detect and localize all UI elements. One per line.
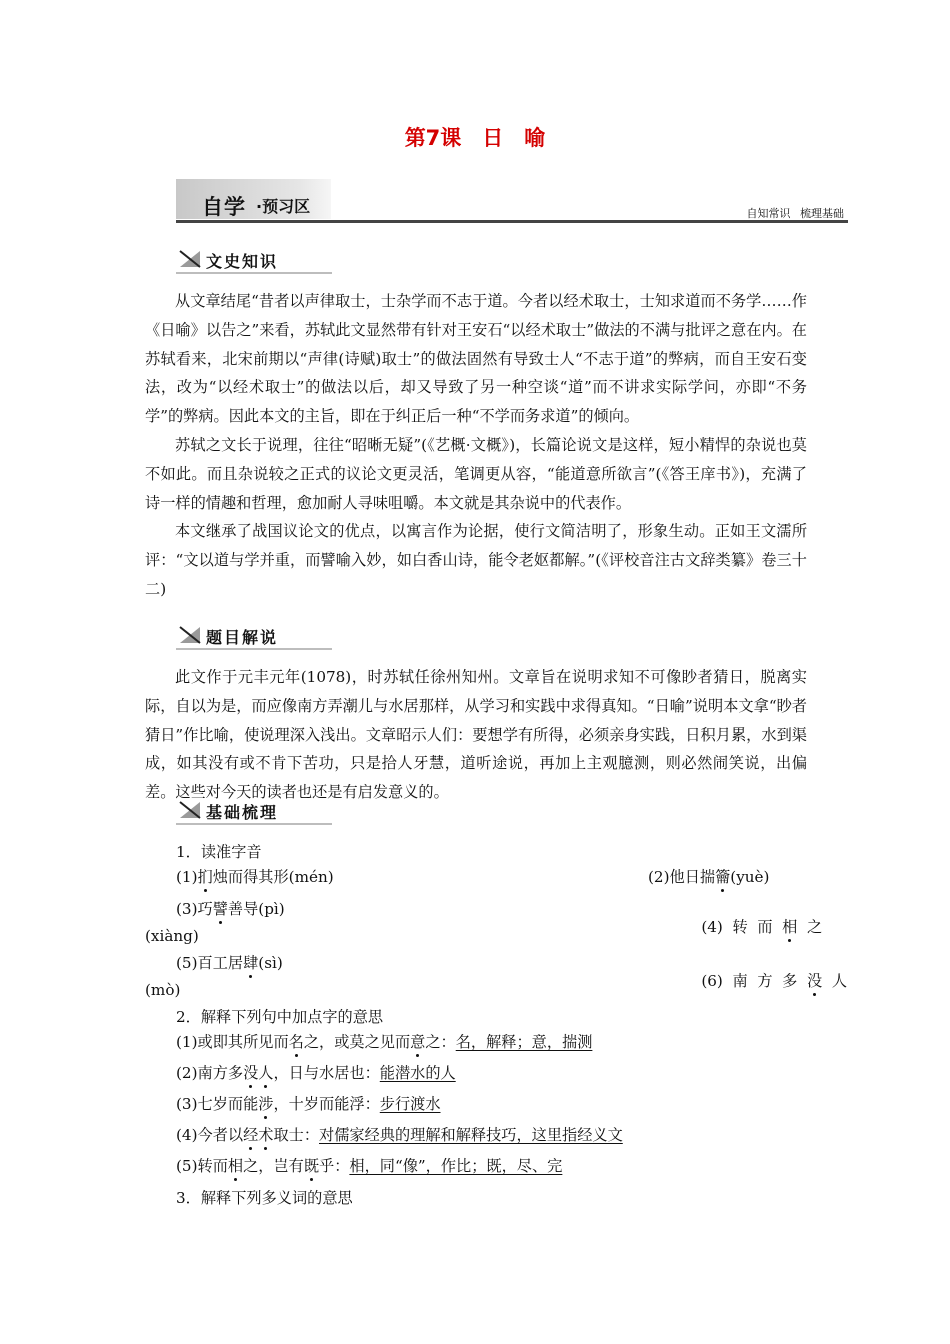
text: 取士： xyxy=(273,1126,320,1144)
dotted-char: 没 xyxy=(243,1064,259,1082)
text: (yuè) xyxy=(730,868,770,886)
text: ，十岁而能浮： xyxy=(273,1095,380,1113)
timu-body xyxy=(145,663,807,807)
heading-text: 基础梳理 xyxy=(206,803,279,822)
wenshi-body xyxy=(145,287,807,604)
text: 之，或莫之见而 xyxy=(303,1033,411,1051)
answer: 步行渡水 xyxy=(379,1095,441,1113)
answer: 对儒家经典的理解和解释技巧，这里指经义文 xyxy=(319,1126,623,1144)
q2-row-5 xyxy=(176,1155,562,1176)
paragraph: 从文章结尾“昔者以声律取士，士杂学而不志于道。今者以经术取士，士知求道而不务学……作《日喻》以告之”来看，苏轼此文显然带有针对王安石“以经术取士”做法的不满与批评之意在内。在苏轼看来，北宋前期以“声律(诗赋)取士”的做法固然有导致士人“不志于道”的弊病，而自王安石变法，改为“以经术取士”的做法以后，却又导致了另一种空谈“道”而不讲求实际学问，亦即“不务学”的弊病。因此本文的主旨，即在于纠正后一种“不学而务求道”的倾向。 xyxy=(145,292,807,426)
dotted-char: 意 xyxy=(410,1033,426,1051)
section-header-bar xyxy=(176,179,848,223)
section-subname: ·预习区 xyxy=(256,197,311,216)
answer: 名，解释；意，揣测 xyxy=(455,1033,593,1051)
q1-item-5 xyxy=(176,952,283,973)
dotted-char: 相 xyxy=(227,1157,244,1175)
dotted-char: 没 xyxy=(807,972,823,990)
q1-item-1 xyxy=(176,866,334,887)
dotted-char: 名 xyxy=(288,1033,304,1051)
text: 之： xyxy=(425,1033,456,1051)
q1-item-6-pinyin: (mò) xyxy=(145,981,181,999)
lesson-title: 第7课 日 喻 xyxy=(404,126,546,150)
corner-triangle-icon xyxy=(179,801,201,819)
dotted-char: 扪 xyxy=(197,868,213,886)
section-right-label: 自知常识 梳理基础 xyxy=(746,207,844,220)
dotted-char: 术 xyxy=(258,1126,274,1144)
heading-wenshi xyxy=(176,246,332,274)
q1-title: 1．读准字音 xyxy=(176,843,262,861)
text: (3)巧 xyxy=(176,900,213,918)
text: 之 xyxy=(797,918,823,936)
text: 乎： xyxy=(319,1157,350,1175)
text: 烛而得其形(mén) xyxy=(212,868,334,886)
paragraph: 苏轼之文长于说理，往往“昭晰无疑”(《艺概·文概》)，长篇论说文是这样，短小精悍的杂说也莫不如此。而且杂说较之正式的议论文更灵活，笔调更从容，“能道意所欲言”(《答王庠书》)，充满了诗一样的情趣和哲理，愈加耐人寻味咀嚼。本文就是其杂说中的代表作。 xyxy=(145,435,807,512)
heading-text: 题目解说 xyxy=(206,628,279,647)
dotted-char: 既 xyxy=(303,1157,320,1175)
text: 人 xyxy=(822,972,848,990)
text: (2)南方多 xyxy=(176,1064,244,1082)
section-name: 自学 xyxy=(202,195,246,219)
heading-jichu xyxy=(176,797,332,825)
text: (4)今者以 xyxy=(176,1126,244,1144)
text: (5)百工居 xyxy=(176,954,244,972)
dotted-char: 人 xyxy=(258,1064,274,1082)
answer: 相，同“像”，作比；既，尽、完 xyxy=(349,1157,563,1175)
corner-triangle-icon xyxy=(179,250,201,268)
heading-timu xyxy=(176,622,332,650)
paragraph: 本文继承了战国议论文的优点，以寓言作为论据，使行文简洁明了，形象生动。正如王文濡所评：“文以道与学并重，而譬喻入妙，如白香山诗，能令老妪都解。”(《评校音注古文辞类纂》卷三十二) xyxy=(145,522,807,598)
text: (3)七岁而能 xyxy=(176,1095,259,1113)
text: 善导(pì) xyxy=(227,900,285,918)
text: (2)他日揣 xyxy=(648,868,716,886)
q1-item-2 xyxy=(648,866,769,887)
text: ，日与水居也： xyxy=(273,1064,380,1082)
dotted-char: 相 xyxy=(782,918,798,936)
q2-row-3 xyxy=(176,1093,441,1114)
dotted-char: 经 xyxy=(243,1126,259,1144)
answer: 能潜水的人 xyxy=(379,1064,456,1082)
q2-row-4 xyxy=(176,1124,623,1145)
text: (1) xyxy=(176,868,198,886)
q1-item-4-pinyin: (xiàng) xyxy=(145,927,199,945)
q2-row-1 xyxy=(176,1031,592,1052)
q1-item-3 xyxy=(176,898,285,919)
dotted-char: 譬 xyxy=(212,900,228,918)
text: (4) 转 而 xyxy=(701,918,783,936)
dotted-char: 籥 xyxy=(715,868,731,886)
q2-title: 2．解释下列句中加点字的意思 xyxy=(176,1008,384,1026)
text: (1)或即其所见而 xyxy=(176,1033,289,1051)
q3-title: 3．解释下列多义词的意思 xyxy=(176,1189,353,1207)
q2-row-2 xyxy=(176,1062,456,1083)
dotted-char: 肆 xyxy=(243,954,259,972)
heading-text: 文史知识 xyxy=(206,252,279,271)
q1-item-6 xyxy=(682,952,847,1009)
text: (5)转而 xyxy=(176,1157,228,1175)
text: 之，岂有 xyxy=(243,1157,304,1175)
paragraph: 此文作于元丰元年(1078)，时苏轼任徐州知州。文章旨在说明求知不可像眇者猜日，脱离实际，自以为是，而应像南方弄潮儿与水居那样，从学习和实践中求得真知。“日喻”说明本文拿“眇者猜日”作比喻，使说理深入浅出。文章昭示人们：要想学有所得，必须亲身实践，日积月累，水到渠成，如其没有或不肯下苦功，只是拾人牙慧，道听途说，再加上主观臆测，则必然闹笑说，出偏差。这些对今天的读者也还是有启发意义的。 xyxy=(145,668,807,802)
q1-item-4 xyxy=(682,898,822,955)
text: (sì) xyxy=(258,954,283,972)
corner-triangle-icon xyxy=(179,626,201,644)
text: (6) 南 方 多 xyxy=(701,972,808,990)
dotted-char: 涉 xyxy=(258,1095,274,1113)
